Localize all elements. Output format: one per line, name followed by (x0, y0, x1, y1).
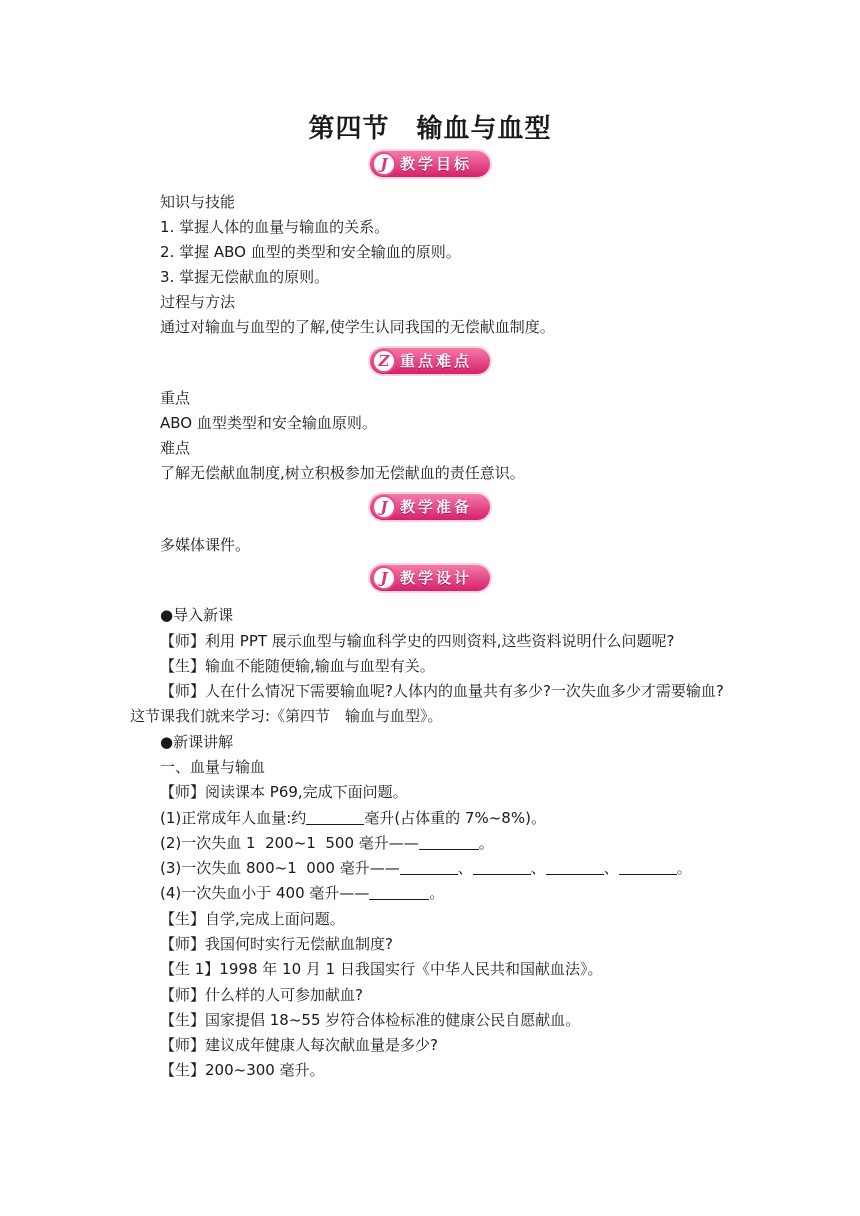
badge-label: 教学目标 (400, 155, 473, 173)
question-text: 毫升(占体重的 7%~8%)。 (364, 809, 546, 827)
badge-label: 教学设计 (400, 569, 473, 587)
objectives-heading-knowledge: 知识与技能 (160, 193, 236, 211)
question-text: (2)一次失血 1 200~1 500 毫升—— (160, 834, 419, 852)
objective-item-1: 1. 掌握人体的血量与输血的关系。 (160, 218, 390, 236)
question-text: 。 (429, 884, 445, 902)
objectives-heading-method: 过程与方法 (160, 293, 236, 311)
dialogue-line: 【生 1】1998 年 10 月 1 日我国实行《中华人民共和国献血法》。 (160, 960, 603, 978)
design-badge (370, 565, 490, 591)
page-title: 第四节 输血与血型 (308, 114, 552, 144)
dialogue-line: 【生】200~300 毫升。 (160, 1061, 325, 1079)
answer-blank[interactable] (400, 860, 458, 875)
badge-letter-icon: J (372, 152, 396, 176)
question-2 (160, 833, 494, 853)
dialogue-line: 【师】我国何时实行无偿献血制度? (160, 935, 393, 953)
question-text: 。 (676, 859, 692, 877)
dialogue-line: 【师】建议成年健康人每次献血量是多少? (160, 1036, 438, 1054)
badge-label: 重点难点 (400, 352, 473, 370)
question-4 (160, 883, 444, 903)
intro-heading: ●导入新课 (160, 606, 234, 624)
question-3 (160, 858, 692, 878)
objective-method-text: 通过对输血与血型的了解,使学生认同我国的无偿献血制度。 (160, 318, 555, 336)
answer-blank[interactable] (619, 860, 677, 875)
key-heading: 重点 (160, 389, 191, 407)
badge-letter-icon: Z (372, 349, 396, 373)
keypoints-badge (370, 348, 490, 374)
objectives-badge (370, 151, 490, 177)
key-text: ABO 血型类型和安全输血原则。 (160, 414, 377, 432)
dialogue-line: 【生】自学,完成上面问题。 (160, 910, 345, 928)
difficult-text: 了解无偿献血制度,树立积极参加无偿献血的责任意识。 (160, 464, 525, 482)
answer-blank[interactable] (419, 835, 479, 850)
dialogue-line: 【生】输血不能随便输,输血与血型有关。 (160, 657, 435, 675)
answer-blank[interactable] (369, 885, 429, 900)
badge-letter-icon: J (372, 495, 396, 519)
question-1 (160, 808, 546, 828)
section-heading: 一、血量与输血 (160, 758, 266, 776)
question-text: 。 (478, 834, 494, 852)
question-text: (1)正常成年人血量:约 (160, 809, 307, 827)
separator: 、 (530, 859, 546, 877)
badge-label: 教学准备 (400, 498, 473, 516)
question-text: (4)一次失血小于 400 毫升—— (160, 884, 370, 902)
separator: 、 (603, 859, 619, 877)
dialogue-line: 【师】阅读课本 P69,完成下面问题。 (160, 783, 408, 801)
question-text: (3)一次失血 800~1 000 毫升—— (160, 859, 400, 877)
difficult-heading: 难点 (160, 439, 191, 457)
preparation-text: 多媒体课件。 (160, 536, 251, 554)
preparation-badge (370, 494, 490, 520)
badge-letter-icon: J (372, 566, 396, 590)
objective-item-2: 2. 掌握 ABO 血型的类型和安全输血的原则。 (160, 243, 461, 261)
answer-blank[interactable] (306, 810, 364, 825)
dialogue-continuation: 这节课我们就来学习:《第四节 输血与血型》。 (130, 707, 443, 725)
dialogue-line: 【师】利用 PPT 展示血型与输血科学史的四则资料,这些资料说明什么问题呢? (160, 632, 675, 650)
answer-blank[interactable] (473, 860, 531, 875)
dialogue-line: 【师】什么样的人可参加献血? (160, 986, 363, 1004)
dialogue-line: 【师】人在什么情况下需要输血呢?人体内的血量共有多少?一次失血多少才需要输血? (160, 682, 724, 700)
objective-item-3: 3. 掌握无偿献血的原则。 (160, 268, 330, 286)
new-lesson-heading: ●新课讲解 (160, 733, 234, 751)
answer-blank[interactable] (546, 860, 604, 875)
dialogue-line: 【生】国家提倡 18~55 岁符合体检标准的健康公民自愿献血。 (160, 1011, 581, 1029)
separator: 、 (457, 859, 473, 877)
